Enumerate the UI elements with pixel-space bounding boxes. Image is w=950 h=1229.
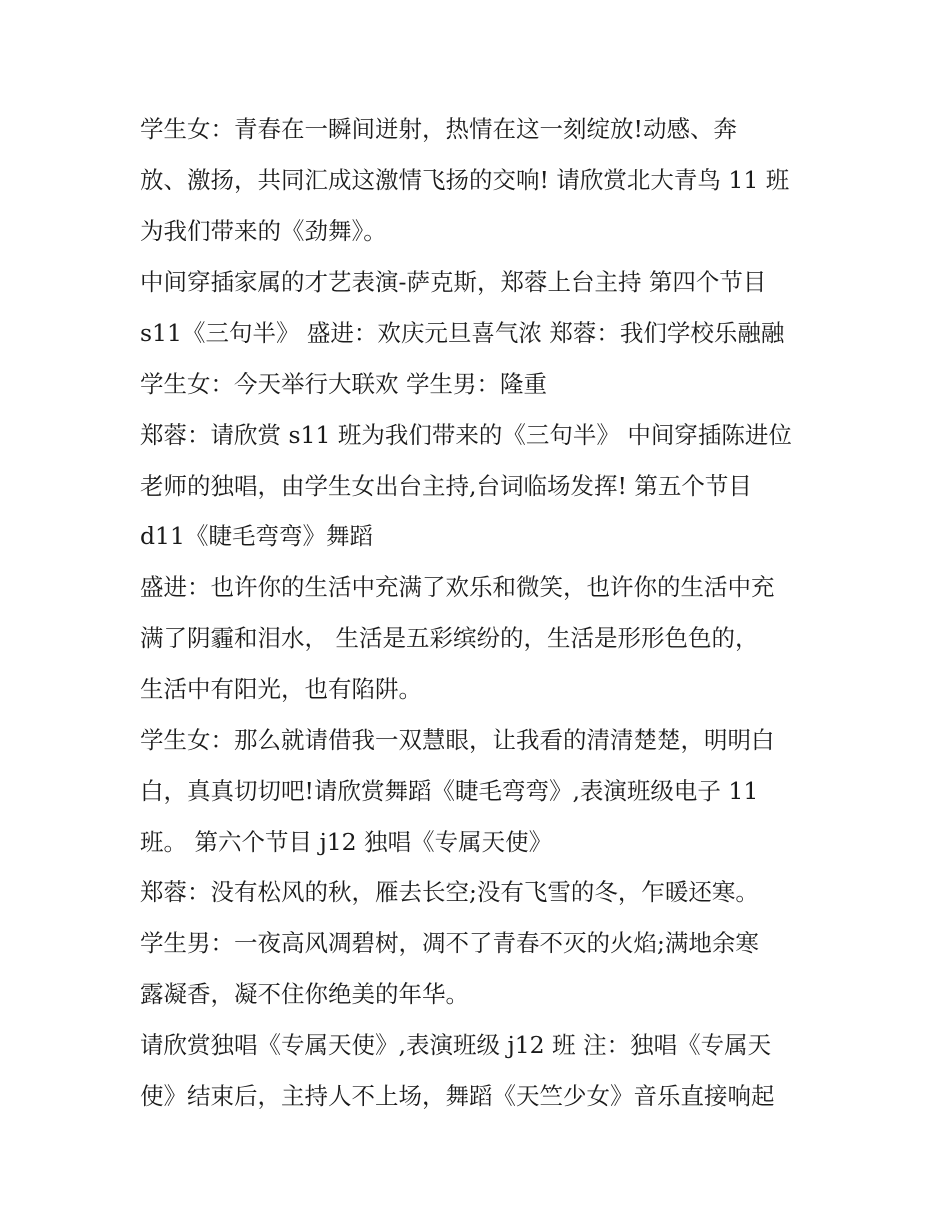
text-line: 放、激扬，共同汇成这激情飞扬的交响! 请欣赏北大青鸟 11 班 xyxy=(140,166,790,194)
text-line: 盛进：也许你的生活中充满了欢乐和微笑，也许你的生活中充 xyxy=(140,573,775,601)
text-line: 满了阴霾和泪水， 生活是五彩缤纷的，生活是形形色色的， xyxy=(140,624,759,652)
text-line: 露凝香，凝不住你绝美的年华。 xyxy=(140,980,469,1008)
text-line: 使》结束后，主持人不上场，舞蹈《天竺少女》音乐直接响起 xyxy=(140,1082,775,1110)
text-line: 老师的独唱，由学生女出台主持,台词临场发挥! 第五个节目 xyxy=(140,472,752,500)
text-line: 学生女：那么就请借我一双慧眼，让我看的清清楚楚，明明白 xyxy=(140,726,775,754)
text-line: 为我们带来的《劲舞》。 xyxy=(140,217,387,245)
text-line: 学生男：一夜高风凋碧树，凋不了青春不灭的火焰;满地余寒 xyxy=(140,929,759,957)
text-line: 中间穿插家属的才艺表演-萨克斯，郑蓉上台主持 第四个节目 xyxy=(140,268,767,296)
text-line: 学生女：青春在一瞬间迸射，热情在这一刻绽放!动感、奔 xyxy=(140,115,737,143)
text-line: s11《三句半》 盛进：欢庆元旦喜气浓 郑蓉：我们学校乐融融 xyxy=(140,319,785,347)
text-line: 郑蓉：没有松风的秋，雁去长空;没有飞雪的冬，乍暖还寒。 xyxy=(140,878,759,906)
text-line: 郑蓉：请欣赏 s11 班为我们带来的《三句半》 中间穿插陈进位 xyxy=(140,421,792,449)
text-line: d11《睫毛弯弯》舞蹈 xyxy=(140,522,373,550)
text-line: 白，真真切切吧!请欣赏舞蹈《睫毛弯弯》,表演班级电子 11 xyxy=(140,777,759,805)
text-line: 请欣赏独唱《专属天使》,表演班级 j12 班 注：独唱《专属天 xyxy=(140,1031,772,1059)
text-line: 学生女：今天举行大联欢 学生男：隆重 xyxy=(140,370,547,398)
text-line: 生活中有阳光，也有陷阱。 xyxy=(140,675,422,703)
text-line: 班。 第六个节目 j12 独唱《专属天使》 xyxy=(140,828,553,856)
